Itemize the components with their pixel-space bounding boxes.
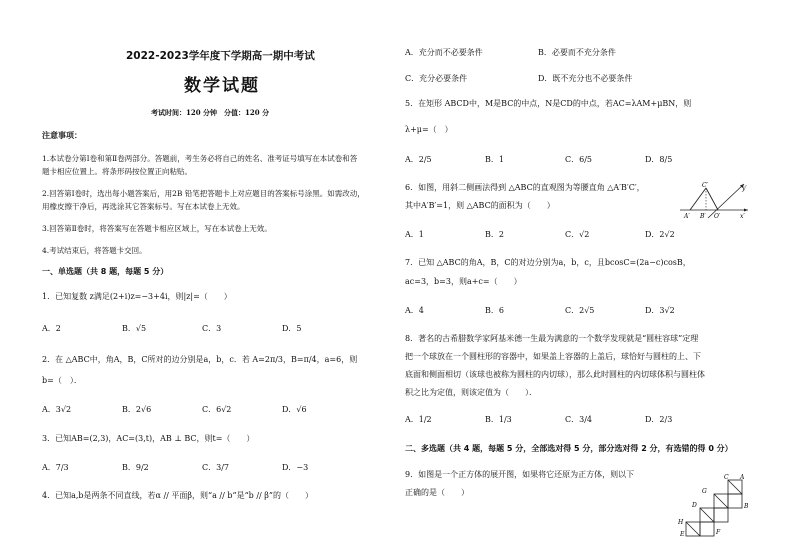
option: B．√5 (122, 324, 147, 333)
question-stem: ac=3，b=3，则a+c=（ ） (405, 277, 522, 286)
option: C．充分必要条件 (405, 74, 468, 83)
subject-title: 数学试题 (184, 76, 260, 96)
question-stem: 4．已知a,b是两条不同直线，若α // 平面β，则“a // b”是“b // β”的（ ） (42, 491, 313, 500)
option: B．1 (485, 155, 504, 164)
option: C．6/5 (565, 155, 592, 164)
option: A．充分而不必要条件 (405, 48, 483, 57)
question-stem: 3．已知AB=(2,3)，AC=(3,t)，AB ⊥ BC，则t=（ ） (42, 434, 255, 443)
question-stem: b=（ ）． (42, 376, 82, 385)
option: C．6√2 (202, 405, 232, 414)
option: A．3√2 (42, 405, 72, 414)
question-stem: 底面和侧面相切（该球也被称为圆柱的内切球），那么此时圆柱的内切球体积与圆柱体 (405, 370, 705, 379)
question-stem: 正确的是（ ） (405, 488, 469, 497)
figure-label: y′ (742, 185, 747, 192)
option: A．2/5 (405, 155, 432, 164)
option: D．8/5 (645, 155, 673, 164)
option: D．√6 (282, 405, 307, 414)
option: A．2 (42, 324, 61, 333)
question-stem: 积之比为定值，则该定值为（ ）． (405, 388, 537, 397)
question-stem: 2．在 △ABC中，角A，B，C所对的边分别是a，b，c．若 A=2π/3，B=π/4，a=6，则 (42, 355, 358, 364)
figure-label: E (680, 531, 685, 538)
option: C．3 (202, 324, 222, 333)
figure-label: H (678, 519, 684, 526)
figure-label: F (716, 529, 721, 536)
question-stem: 7．已知 △ABC的角A，B，C的对边分别为a，b，c，且bcosC=(2a−c)cosB， (405, 258, 691, 267)
figure-label: A′ (684, 213, 690, 220)
figure-label: D (692, 502, 697, 509)
option: D．2/3 (645, 415, 673, 424)
option: B．9/2 (122, 463, 149, 472)
option: A．7/3 (42, 463, 69, 472)
question-stem: 1．已知复数 z满足(2+i)z=−3+4i，则|z|=（ ） (42, 292, 232, 301)
question-stem: 6．如图，用斜二侧画法得到 △ABC的直观图为等腰直角 △A′B′C′， (405, 183, 645, 192)
figure-label: C (724, 474, 729, 481)
option: A．1 (405, 230, 424, 239)
note-line: 3.回答第Ⅱ卷时，将答案写在答题卡相应区域上，写在本试卷上无效。 (42, 224, 272, 233)
option: B．1/3 (485, 415, 512, 424)
question-stem: 把一个球放在一个圆柱形的容器中，如果盖上容器的上盖后，球恰好与圆柱的上、下 (405, 352, 701, 361)
cube-net-figure (676, 472, 758, 542)
option: A．4 (405, 306, 424, 315)
figure-label: A (740, 474, 745, 481)
oblique-projection-figure (678, 180, 750, 222)
question-stem: λ+μ=（ ） (405, 125, 453, 134)
option: B．2 (485, 230, 504, 239)
option: D．5 (282, 324, 302, 333)
section-heading: 二、多选题（共 4 题，每题 5 分，全部选对得 5 分，部分选对得 2 分，有选错的得 0 分） (405, 444, 733, 453)
option: C．3/7 (202, 463, 229, 472)
note-line: 4.考试结束后，将答题卡交回。 (42, 246, 147, 255)
question-stem: 5．在矩形 ABCD中，M是BC的中点，N是CD的中点，若AC=λAM+μBN，则 (405, 99, 692, 108)
figure-label: x′ (740, 213, 745, 220)
option: B．6 (485, 306, 504, 315)
figure-label: O′ (714, 213, 721, 220)
note-line: 题卡相应位置上。将条形码按位置正向粘贴。 (42, 167, 192, 176)
option: C．√2 (565, 230, 590, 239)
option: A．1/2 (405, 415, 432, 424)
note-line: 用橡皮擦干净后，再选涂其它答案标号。写在本试卷上无效。 (42, 202, 245, 211)
note-line: 1.本试卷分第Ⅰ卷和第Ⅱ卷两部分。答题前，考生务必将自己的姓名、准考证号填写在本试卷和答 (42, 154, 358, 163)
section-heading: 一、单选题（共 8 题，每题 5 分） (42, 267, 169, 276)
exam-info: 考试时间：120 分钟 分值：120 分 (151, 108, 270, 117)
figure-label: B′ (700, 213, 706, 220)
option: B．2√6 (122, 405, 152, 414)
question-stem: 其中A′B′=1，则 △ABC的面积为（ ） (405, 201, 555, 210)
figure-label: B (744, 503, 749, 510)
question-stem: 9．如图是一个正方体的展开图，如果将它还原为正方体，则以下 (405, 470, 635, 479)
option: B．必要而不充分条件 (538, 48, 616, 57)
option: C．2√5 (565, 306, 595, 315)
question-stem: 8．著名的古希腊数学家阿基米德一生最为满意的一个数学发现就是“圆柱容球”定理 (405, 334, 699, 343)
figure-label: G (702, 488, 707, 495)
option: D．2√2 (645, 230, 675, 239)
exam-title: 2022-2023学年度下学期高一期中考试 (126, 50, 315, 62)
option: D．既不充分也不必要条件 (538, 74, 633, 83)
notes-heading: 注意事项： (42, 131, 82, 140)
figure-label: C′ (702, 182, 708, 189)
note-line: 2.回答第Ⅰ卷时，选出每小题答案后，用2B 铅笔把答题卡上对应题目的答案标号涂黑。如需改动， (42, 189, 365, 198)
option: C．3/4 (565, 415, 592, 424)
option: D．3√2 (645, 306, 675, 315)
option: D．−3 (282, 463, 309, 472)
